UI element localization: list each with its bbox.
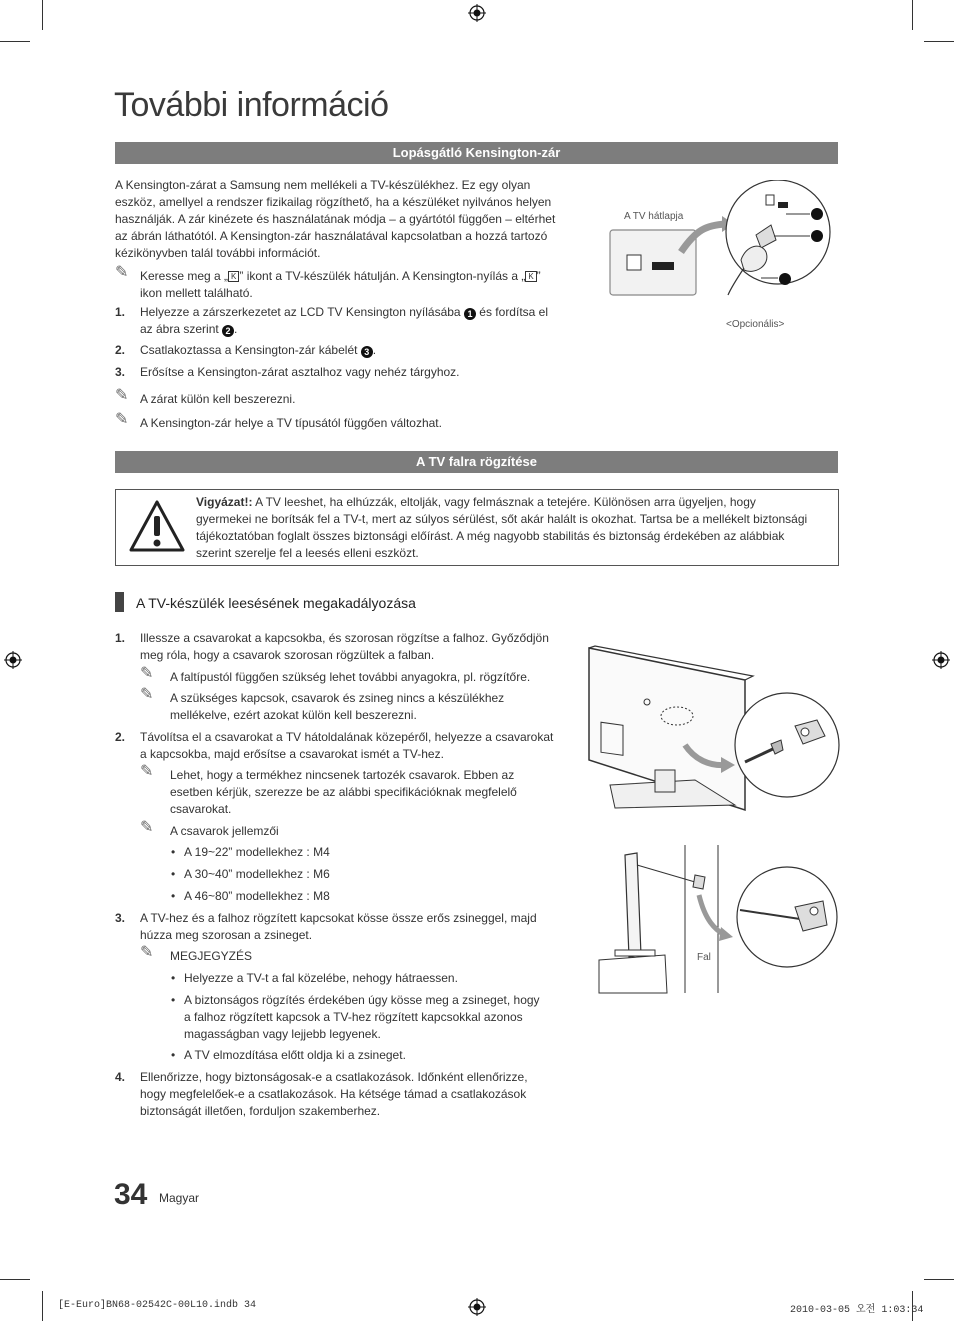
intro-line: eszköz, amellyel a rendszer fizikailag rögzíthető, ha a készüléket nyilvános helyen xyxy=(115,195,552,209)
kensington-lock-figure xyxy=(606,180,836,300)
registration-mark-icon xyxy=(4,651,22,669)
crop-mark xyxy=(42,0,43,30)
bullet: • xyxy=(171,845,176,859)
spec-item: A 19~22” modellekhez : M4 xyxy=(184,845,330,859)
intro-line: A Kensington-zárat a Samsung nem mellékeli a TV-készülékhez. Ez egy olyan xyxy=(115,178,531,192)
print-date-info: 2010-03-05 오전 1:03:34 xyxy=(790,1305,924,1316)
heading-marker xyxy=(115,592,124,612)
page-title: További információ xyxy=(114,86,389,124)
section-heading-wall-mount: A TV falra rögzítése xyxy=(115,451,838,473)
pencil-note-icon: ✎ xyxy=(115,411,129,428)
intro-line: az ábrán láthatótól. A Kensington-zár használatával kapcsolatban a hozzá tartozó xyxy=(115,229,548,243)
kensington-symbol-icon: K xyxy=(525,271,536,282)
step-number: 1. xyxy=(115,305,126,319)
kensington-note-2: A zárat külön kell beszerezni. xyxy=(140,392,296,406)
wall-step-1-note-2: A szükséges kapcsok, csavarok és zsineg nincs a készülékhez mellékelve, ezért azokat külön kell beszerezni. xyxy=(170,691,505,722)
wall-step-3: A TV-hez és a falhoz rögzített kapcsokat kösse össze erős zsineggel, majd húzza meg szorosan a zsineget. xyxy=(140,911,537,942)
pencil-note-icon: ✎ xyxy=(115,387,129,404)
crop-mark xyxy=(924,1279,954,1280)
kensington-step-1: Helyezze a zárszerkezetet az LCD TV Kensington nyílásába 1 és fordítsa el az ábra szerint 2 . xyxy=(140,305,548,336)
wall-step-1-note-1: A faltípustól függően szükség lehet további anyagokra, pl. rögzítőre. xyxy=(170,670,531,684)
page-language: Magyar xyxy=(159,1191,200,1205)
tv-back-bracket-figure xyxy=(585,640,840,815)
intro-line: használják. A zár kinézete és használatának módja – a gyártótól függően – eltérhet xyxy=(115,212,556,226)
pencil-note-icon: ✎ xyxy=(140,686,154,703)
subsection-heading: A TV-készülék leesésének megakadályozása xyxy=(115,592,416,612)
kensington-intro xyxy=(115,177,555,262)
wall-step-2-note-2: A csavarok jellemzői xyxy=(170,824,279,838)
page-number: 34 xyxy=(114,1178,148,1211)
crop-mark xyxy=(924,41,954,42)
step-number: 2. xyxy=(115,343,126,357)
pencil-note-icon: ✎ xyxy=(140,665,154,682)
spec-item: A 46~80” modellekhez : M8 xyxy=(184,889,330,903)
wall-step-2-note-1: Lehet, hogy a termékhez nincsenek tartozék csavarok. Ebben az esetben kérjük, szerezze be az alábbi specifikációknak megfelelő csavarokat. xyxy=(170,768,517,816)
note-item: A biztonságos rögzítés érdekében úgy kösse meg a zsineget, hogy a falhoz rögzített kapcsok a TV-hez rögzített kapcsokkal azonos magasságban vagy lejjebb legyenek. xyxy=(184,993,540,1041)
registration-mark-icon xyxy=(468,1298,486,1316)
circle-number-1: 1 xyxy=(464,308,476,320)
crop-mark xyxy=(0,1279,30,1280)
step-number: 4. xyxy=(115,1070,126,1084)
section-heading-kensington: Lopásgátló Kensington-zár xyxy=(115,142,838,164)
figure-label-wall: Fal xyxy=(697,952,711,963)
pencil-note-icon: ✎ xyxy=(140,819,154,836)
bullet: • xyxy=(171,867,176,881)
pencil-note-icon: ✎ xyxy=(140,944,154,961)
note-item: Helyezze a TV-t a fal közelébe, nehogy hátraessen. xyxy=(184,971,458,985)
bullet: • xyxy=(171,1048,176,1062)
circle-number-2: 2 xyxy=(222,325,234,337)
warning-triangle-icon xyxy=(127,498,187,554)
crop-mark xyxy=(912,0,913,30)
wall-step-1: Illessze a csavarokat a kapcsokba, és szorosan rögzítse a falhoz. Győződjön meg róla, hogy a csavarok szorosan rögzültek a falban. xyxy=(140,631,549,662)
spec-item: A 30~40” modellekhez : M6 xyxy=(184,867,330,881)
step-number: 3. xyxy=(115,911,126,925)
note-item: A TV elmozdítása előtt oldja ki a zsineget. xyxy=(184,1048,406,1062)
circle-number-3: 3 xyxy=(361,346,373,358)
print-file-info: [E-Euro]BN68-02542C-00L10.indb 34 xyxy=(58,1300,257,1311)
intro-line: kézikönyvben talál további információt. xyxy=(115,246,321,260)
kensington-note-icon-location: Keresse meg a „ K ” ikont a TV-készülék hátulján. A Kensington-nyílás a „ K ” ikon mellett található. xyxy=(140,269,541,300)
step-number: 3. xyxy=(115,365,126,379)
kensington-step-3: Erősítse a Kensington-zárat asztalhoz vagy nehéz tárgyhoz. xyxy=(140,365,460,379)
bullet: • xyxy=(171,993,176,1007)
kensington-note-3: A Kensington-zár helye a TV típusától függően változhat. xyxy=(140,416,442,430)
registration-mark-icon xyxy=(468,4,486,22)
bullet: • xyxy=(171,971,176,985)
tv-wall-string-figure xyxy=(595,845,840,995)
crop-mark xyxy=(42,1291,43,1321)
figure-label-optional: <Opcionális> xyxy=(726,319,785,330)
warning-text: Vigyázat!: A TV leeshet, ha elhúzzák, eltolják, vagy felmásznak a tetejére. Különösen arra ügyeljen, hogy gyermekei ne borítsák fel a TV-t, mert az súlyos sérülést, sőt akár halált is okozhat. Tartsa be a mellékelt biztonsági tájékoztatóban foglalt összes biztonsági előírást. A még nagyobb stabilitás és biztonság érdekében az alábbiak szerint szerelje fel a leesés elleni eszközt. xyxy=(196,495,808,560)
pencil-note-icon: ✎ xyxy=(115,264,129,281)
crop-mark xyxy=(0,41,30,42)
kensington-symbol-icon: K xyxy=(228,271,239,282)
kensington-step-2: Csatlakoztassa a Kensington-zár kábelét 3 . xyxy=(140,343,377,357)
step-number: 2. xyxy=(115,730,126,744)
registration-mark-icon xyxy=(932,651,950,669)
note-heading: MEGJEGYZÉS xyxy=(170,949,253,963)
figure-label-tv-back: A TV hátlapja xyxy=(624,211,684,222)
warning-box xyxy=(115,489,839,566)
wall-step-2: Távolítsa el a csavarokat a TV hátoldalának közepéről, helyezze a csavarokat a kapcsokba, majd erősítse a csavarokat ismét a TV-hez. xyxy=(140,730,554,761)
wall-step-4: Ellenőrizze, hogy biztonságosak-e a csatlakozások. Időnként ellenőrizze, hogy megfelelőek-e a csatlakozások. Ha kétsége támad a csatlakozások biztonságát illetően, forduljon szakemberhez. xyxy=(140,1070,528,1118)
step-number: 1. xyxy=(115,631,126,645)
bullet: • xyxy=(171,889,176,903)
pencil-note-icon: ✎ xyxy=(140,763,154,780)
